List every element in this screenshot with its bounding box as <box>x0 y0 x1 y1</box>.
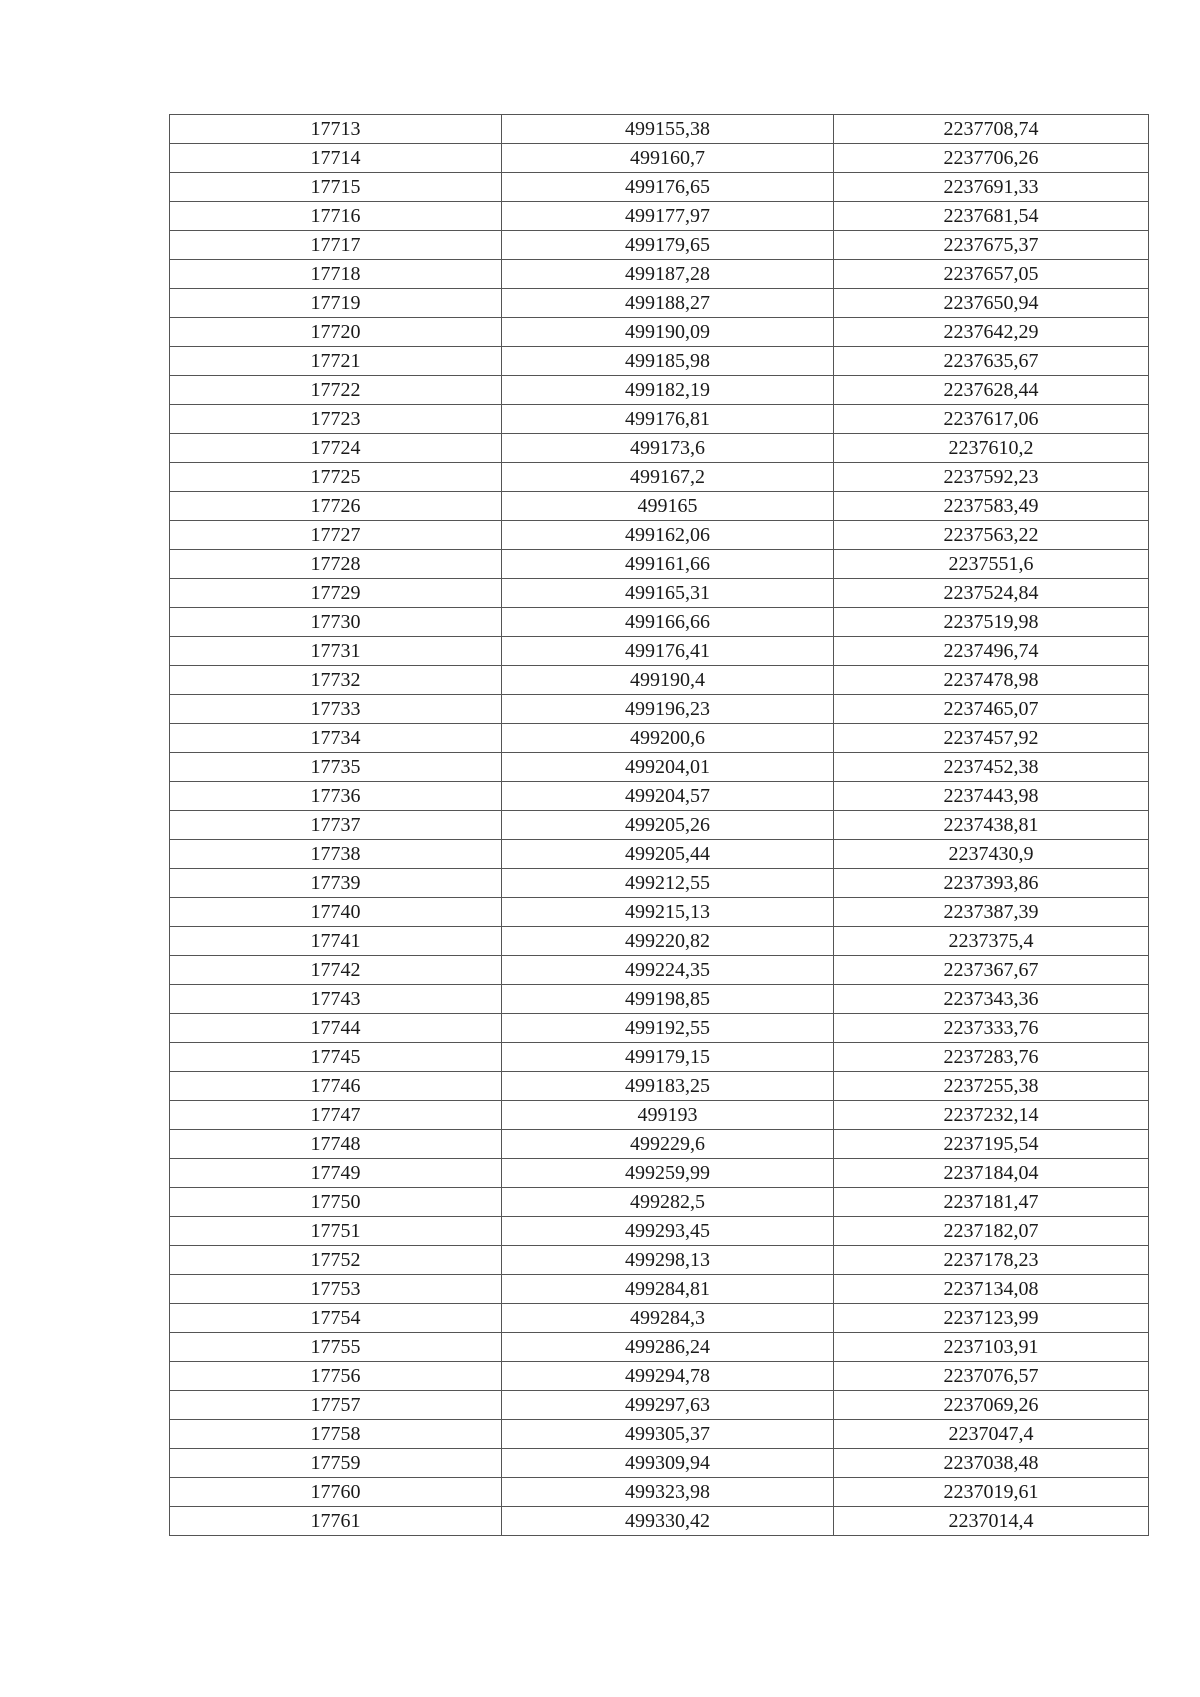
table-row <box>170 695 1149 724</box>
table-row <box>170 1246 1149 1275</box>
table-row <box>170 1275 1149 1304</box>
y-coordinate-cell: 2237691,33 <box>834 173 1149 202</box>
x-coordinate-cell: 499192,55 <box>502 1014 834 1043</box>
x-coordinate-cell: 499284,3 <box>502 1304 834 1333</box>
point-number-cell: 17725 <box>170 463 502 492</box>
point-number-cell: 17724 <box>170 434 502 463</box>
table-row <box>170 492 1149 521</box>
table-row <box>170 869 1149 898</box>
point-number-cell: 17749 <box>170 1159 502 1188</box>
point-number-cell: 17748 <box>170 1130 502 1159</box>
x-coordinate-cell: 499182,19 <box>502 376 834 405</box>
table-row <box>170 956 1149 985</box>
y-coordinate-cell: 2237438,81 <box>834 811 1149 840</box>
table-row <box>170 144 1149 173</box>
point-number-cell: 17717 <box>170 231 502 260</box>
y-coordinate-cell: 2237657,05 <box>834 260 1149 289</box>
table-row <box>170 811 1149 840</box>
x-coordinate-cell: 499166,66 <box>502 608 834 637</box>
y-coordinate-cell: 2237387,39 <box>834 898 1149 927</box>
x-coordinate-cell: 499205,26 <box>502 811 834 840</box>
x-coordinate-cell: 499198,85 <box>502 985 834 1014</box>
x-coordinate-cell: 499176,81 <box>502 405 834 434</box>
table-row <box>170 405 1149 434</box>
x-coordinate-cell: 499160,7 <box>502 144 834 173</box>
y-coordinate-cell: 2237181,47 <box>834 1188 1149 1217</box>
table-row <box>170 898 1149 927</box>
point-number-cell: 17721 <box>170 347 502 376</box>
y-coordinate-cell: 2237650,94 <box>834 289 1149 318</box>
point-number-cell: 17747 <box>170 1101 502 1130</box>
point-number-cell: 17741 <box>170 927 502 956</box>
y-coordinate-cell: 2237617,06 <box>834 405 1149 434</box>
x-coordinate-cell: 499220,82 <box>502 927 834 956</box>
y-coordinate-cell: 2237583,49 <box>834 492 1149 521</box>
x-coordinate-cell: 499183,25 <box>502 1072 834 1101</box>
table-row <box>170 202 1149 231</box>
table-row <box>170 550 1149 579</box>
table-row <box>170 1101 1149 1130</box>
x-coordinate-cell: 499162,06 <box>502 521 834 550</box>
point-number-cell: 17723 <box>170 405 502 434</box>
point-number-cell: 17750 <box>170 1188 502 1217</box>
x-coordinate-cell: 499204,57 <box>502 782 834 811</box>
coordinates-table <box>169 114 1149 1536</box>
x-coordinate-cell: 499179,65 <box>502 231 834 260</box>
y-coordinate-cell: 2237195,54 <box>834 1130 1149 1159</box>
point-number-cell: 17737 <box>170 811 502 840</box>
x-coordinate-cell: 499200,6 <box>502 724 834 753</box>
y-coordinate-cell: 2237443,98 <box>834 782 1149 811</box>
y-coordinate-cell: 2237375,4 <box>834 927 1149 956</box>
x-coordinate-cell: 499187,28 <box>502 260 834 289</box>
y-coordinate-cell: 2237430,9 <box>834 840 1149 869</box>
point-number-cell: 17754 <box>170 1304 502 1333</box>
table-row <box>170 608 1149 637</box>
x-coordinate-cell: 499179,15 <box>502 1043 834 1072</box>
table-row <box>170 927 1149 956</box>
table-row <box>170 1072 1149 1101</box>
y-coordinate-cell: 2237675,37 <box>834 231 1149 260</box>
y-coordinate-cell: 2237333,76 <box>834 1014 1149 1043</box>
x-coordinate-cell: 499204,01 <box>502 753 834 782</box>
point-number-cell: 17760 <box>170 1478 502 1507</box>
point-number-cell: 17745 <box>170 1043 502 1072</box>
y-coordinate-cell: 2237457,92 <box>834 724 1149 753</box>
table-row <box>170 1188 1149 1217</box>
table-row <box>170 1420 1149 1449</box>
x-coordinate-cell: 499190,09 <box>502 318 834 347</box>
point-number-cell: 17756 <box>170 1362 502 1391</box>
table-row <box>170 173 1149 202</box>
table-row <box>170 1014 1149 1043</box>
point-number-cell: 17727 <box>170 521 502 550</box>
point-number-cell: 17744 <box>170 1014 502 1043</box>
point-number-cell: 17743 <box>170 985 502 1014</box>
table-row <box>170 1449 1149 1478</box>
y-coordinate-cell: 2237123,99 <box>834 1304 1149 1333</box>
y-coordinate-cell: 2237283,76 <box>834 1043 1149 1072</box>
y-coordinate-cell: 2237708,74 <box>834 115 1149 144</box>
y-coordinate-cell: 2237019,61 <box>834 1478 1149 1507</box>
y-coordinate-cell: 2237255,38 <box>834 1072 1149 1101</box>
table-row <box>170 260 1149 289</box>
x-coordinate-cell: 499305,37 <box>502 1420 834 1449</box>
point-number-cell: 17736 <box>170 782 502 811</box>
point-number-cell: 17716 <box>170 202 502 231</box>
table-row <box>170 231 1149 260</box>
x-coordinate-cell: 499176,65 <box>502 173 834 202</box>
point-number-cell: 17730 <box>170 608 502 637</box>
y-coordinate-cell: 2237465,07 <box>834 695 1149 724</box>
point-number-cell: 17718 <box>170 260 502 289</box>
x-coordinate-cell: 499196,23 <box>502 695 834 724</box>
x-coordinate-cell: 499212,55 <box>502 869 834 898</box>
point-number-cell: 17715 <box>170 173 502 202</box>
x-coordinate-cell: 499205,44 <box>502 840 834 869</box>
x-coordinate-cell: 499286,24 <box>502 1333 834 1362</box>
x-coordinate-cell: 499298,13 <box>502 1246 834 1275</box>
point-number-cell: 17732 <box>170 666 502 695</box>
x-coordinate-cell: 499297,63 <box>502 1391 834 1420</box>
x-coordinate-cell: 499215,13 <box>502 898 834 927</box>
table-row <box>170 637 1149 666</box>
x-coordinate-cell: 499185,98 <box>502 347 834 376</box>
point-number-cell: 17733 <box>170 695 502 724</box>
point-number-cell: 17759 <box>170 1449 502 1478</box>
y-coordinate-cell: 2237182,07 <box>834 1217 1149 1246</box>
table-row <box>170 1304 1149 1333</box>
table-row <box>170 376 1149 405</box>
x-coordinate-cell: 499259,99 <box>502 1159 834 1188</box>
table-row <box>170 1043 1149 1072</box>
x-coordinate-cell: 499190,4 <box>502 666 834 695</box>
y-coordinate-cell: 2237496,74 <box>834 637 1149 666</box>
point-number-cell: 17753 <box>170 1275 502 1304</box>
point-number-cell: 17752 <box>170 1246 502 1275</box>
point-number-cell: 17720 <box>170 318 502 347</box>
y-coordinate-cell: 2237232,14 <box>834 1101 1149 1130</box>
y-coordinate-cell: 2237367,67 <box>834 956 1149 985</box>
x-coordinate-cell: 499193 <box>502 1101 834 1130</box>
y-coordinate-cell: 2237635,67 <box>834 347 1149 376</box>
x-coordinate-cell: 499165 <box>502 492 834 521</box>
table-row <box>170 1507 1149 1536</box>
x-coordinate-cell: 499167,2 <box>502 463 834 492</box>
point-number-cell: 17755 <box>170 1333 502 1362</box>
y-coordinate-cell: 2237069,26 <box>834 1391 1149 1420</box>
table-row <box>170 1333 1149 1362</box>
y-coordinate-cell: 2237524,84 <box>834 579 1149 608</box>
table-row <box>170 666 1149 695</box>
x-coordinate-cell: 499173,6 <box>502 434 834 463</box>
point-number-cell: 17757 <box>170 1391 502 1420</box>
point-number-cell: 17722 <box>170 376 502 405</box>
y-coordinate-cell: 2237393,86 <box>834 869 1149 898</box>
y-coordinate-cell: 2237563,22 <box>834 521 1149 550</box>
point-number-cell: 17739 <box>170 869 502 898</box>
table-row <box>170 724 1149 753</box>
point-number-cell: 17740 <box>170 898 502 927</box>
x-coordinate-cell: 499294,78 <box>502 1362 834 1391</box>
x-coordinate-cell: 499323,98 <box>502 1478 834 1507</box>
y-coordinate-cell: 2237343,36 <box>834 985 1149 1014</box>
x-coordinate-cell: 499188,27 <box>502 289 834 318</box>
table-row <box>170 1217 1149 1246</box>
table-row <box>170 463 1149 492</box>
table-row <box>170 985 1149 1014</box>
table-row <box>170 1391 1149 1420</box>
y-coordinate-cell: 2237592,23 <box>834 463 1149 492</box>
point-number-cell: 17719 <box>170 289 502 318</box>
point-number-cell: 17758 <box>170 1420 502 1449</box>
x-coordinate-cell: 499224,35 <box>502 956 834 985</box>
table-row <box>170 840 1149 869</box>
x-coordinate-cell: 499177,97 <box>502 202 834 231</box>
point-number-cell: 17746 <box>170 1072 502 1101</box>
y-coordinate-cell: 2237178,23 <box>834 1246 1149 1275</box>
table-row <box>170 318 1149 347</box>
table-row <box>170 1478 1149 1507</box>
x-coordinate-cell: 499309,94 <box>502 1449 834 1478</box>
point-number-cell: 17738 <box>170 840 502 869</box>
y-coordinate-cell: 2237452,38 <box>834 753 1149 782</box>
point-number-cell: 17714 <box>170 144 502 173</box>
y-coordinate-cell: 2237047,4 <box>834 1420 1149 1449</box>
x-coordinate-cell: 499161,66 <box>502 550 834 579</box>
table-row <box>170 782 1149 811</box>
table-row <box>170 347 1149 376</box>
point-number-cell: 17713 <box>170 115 502 144</box>
y-coordinate-cell: 2237184,04 <box>834 1159 1149 1188</box>
point-number-cell: 17726 <box>170 492 502 521</box>
point-number-cell: 17761 <box>170 1507 502 1536</box>
point-number-cell: 17728 <box>170 550 502 579</box>
table-row <box>170 1159 1149 1188</box>
x-coordinate-cell: 499155,38 <box>502 115 834 144</box>
table-row <box>170 1130 1149 1159</box>
y-coordinate-cell: 2237014,4 <box>834 1507 1149 1536</box>
table-row <box>170 521 1149 550</box>
y-coordinate-cell: 2237038,48 <box>834 1449 1149 1478</box>
table-row <box>170 289 1149 318</box>
point-number-cell: 17731 <box>170 637 502 666</box>
table-row <box>170 434 1149 463</box>
y-coordinate-cell: 2237551,6 <box>834 550 1149 579</box>
y-coordinate-cell: 2237706,26 <box>834 144 1149 173</box>
x-coordinate-cell: 499284,81 <box>502 1275 834 1304</box>
point-number-cell: 17742 <box>170 956 502 985</box>
y-coordinate-cell: 2237681,54 <box>834 202 1149 231</box>
y-coordinate-cell: 2237628,44 <box>834 376 1149 405</box>
point-number-cell: 17729 <box>170 579 502 608</box>
table-row <box>170 753 1149 782</box>
x-coordinate-cell: 499165,31 <box>502 579 834 608</box>
x-coordinate-cell: 499229,6 <box>502 1130 834 1159</box>
y-coordinate-cell: 2237134,08 <box>834 1275 1149 1304</box>
x-coordinate-cell: 499176,41 <box>502 637 834 666</box>
x-coordinate-cell: 499330,42 <box>502 1507 834 1536</box>
point-number-cell: 17735 <box>170 753 502 782</box>
y-coordinate-cell: 2237076,57 <box>834 1362 1149 1391</box>
x-coordinate-cell: 499293,45 <box>502 1217 834 1246</box>
point-number-cell: 17751 <box>170 1217 502 1246</box>
point-number-cell: 17734 <box>170 724 502 753</box>
y-coordinate-cell: 2237519,98 <box>834 608 1149 637</box>
table-row <box>170 115 1149 144</box>
y-coordinate-cell: 2237610,2 <box>834 434 1149 463</box>
y-coordinate-cell: 2237478,98 <box>834 666 1149 695</box>
x-coordinate-cell: 499282,5 <box>502 1188 834 1217</box>
y-coordinate-cell: 2237103,91 <box>834 1333 1149 1362</box>
coordinates-table-body <box>170 115 1149 1536</box>
table-row <box>170 579 1149 608</box>
y-coordinate-cell: 2237642,29 <box>834 318 1149 347</box>
table-row <box>170 1362 1149 1391</box>
